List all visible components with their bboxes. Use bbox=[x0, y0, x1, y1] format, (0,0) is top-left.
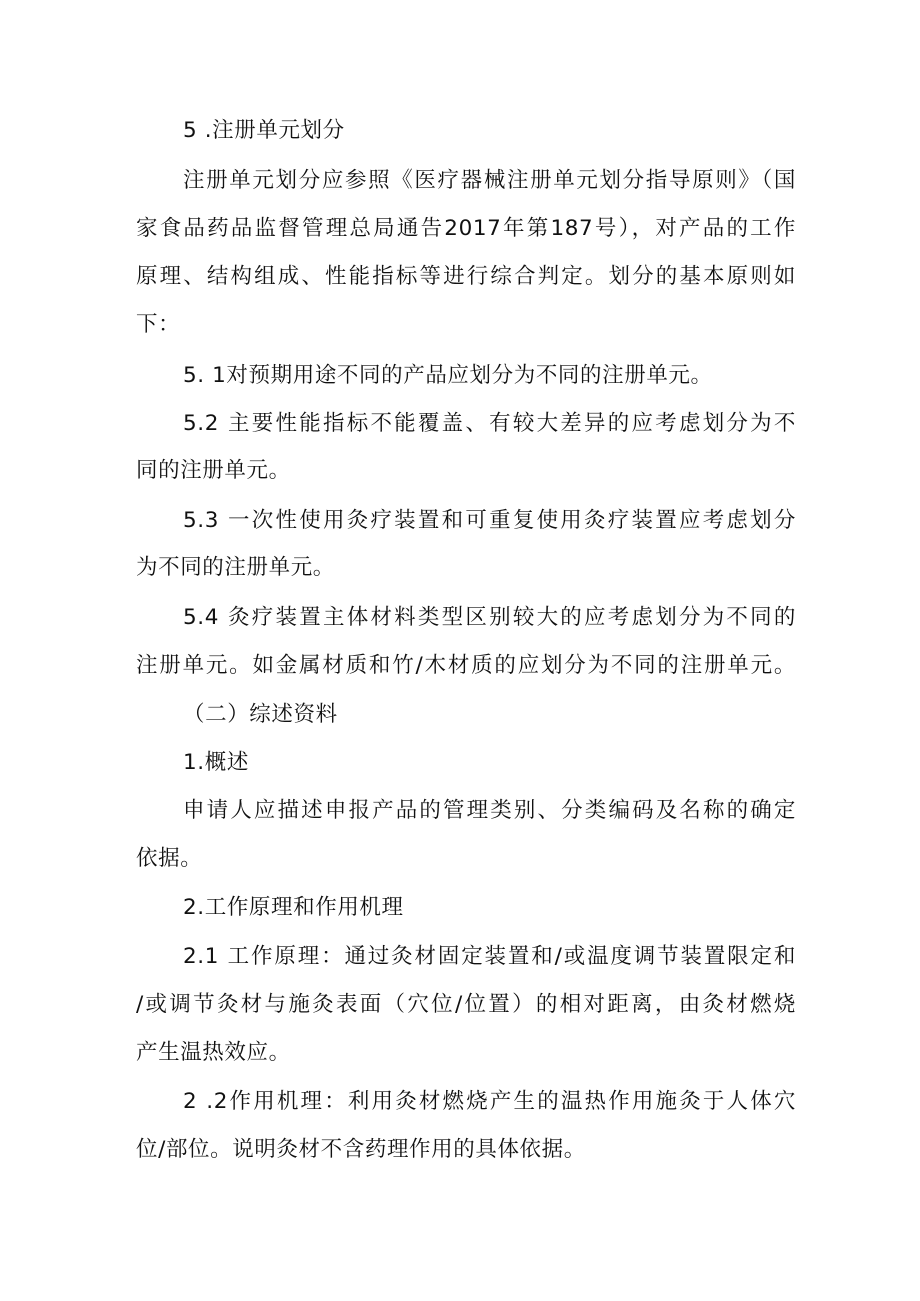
paragraph-line: 原理、结构组成、性能指标等进行综合判定。划分的基本原则如 bbox=[136, 264, 796, 289]
section-5-heading: 5 .注册单元划分 bbox=[183, 118, 345, 143]
paragraph-line: 为不同的注册单元。 bbox=[136, 555, 335, 580]
paragraph-line: 注册单元划分应参照《医疗器械注册单元划分指导原则》（国 bbox=[183, 168, 796, 193]
overview-heading: 1.概述 bbox=[183, 750, 249, 775]
paragraph-line: 注册单元。如金属材质和竹/木材质的应划分为不同的注册单元。 bbox=[136, 653, 796, 678]
paragraph-line: 家食品药品监督管理总局通告2017年第187号），对产品的工作 bbox=[136, 216, 796, 241]
item-5-4: 5.4 灸疗装置主体材料类型区别较大的应考虑划分为不同的 bbox=[183, 605, 796, 630]
paragraph-line: 同的注册单元。 bbox=[136, 458, 291, 483]
paragraph-line: 依据。 bbox=[136, 846, 203, 871]
paragraph-line: 下： bbox=[136, 312, 181, 337]
item-2-1: 2.1 工作原理：通过灸材固定装置和/或温度调节装置限定和 bbox=[183, 944, 796, 969]
item-5-2: 5.2 主要性能指标不能覆盖、有较大差异的应考虑划分为不 bbox=[183, 411, 796, 436]
paragraph-line: 位/部位。说明灸材不含药理作用的具体依据。 bbox=[136, 1137, 586, 1162]
item-5-1: 5. 1对预期用途不同的产品应划分为不同的注册单元。 bbox=[183, 363, 713, 388]
item-5-3: 5.3 一次性使用灸疗装置和可重复使用灸疗装置应考虑划分 bbox=[183, 508, 796, 533]
principle-heading: 2.工作原理和作用机理 bbox=[183, 895, 404, 920]
item-2-2: 2 .2作用机理：利用灸材燃烧产生的温热作用施灸于人体穴 bbox=[183, 1089, 796, 1114]
paragraph-line: /或调节灸材与施灸表面（穴位/位置）的相对距离，由灸材燃烧 bbox=[136, 992, 796, 1017]
paragraph-line: 申请人应描述申报产品的管理类别、分类编码及名称的确定 bbox=[183, 798, 796, 823]
section-2-heading: （二）综述资料 bbox=[183, 702, 338, 727]
paragraph-line: 产生温热效应。 bbox=[136, 1040, 291, 1065]
